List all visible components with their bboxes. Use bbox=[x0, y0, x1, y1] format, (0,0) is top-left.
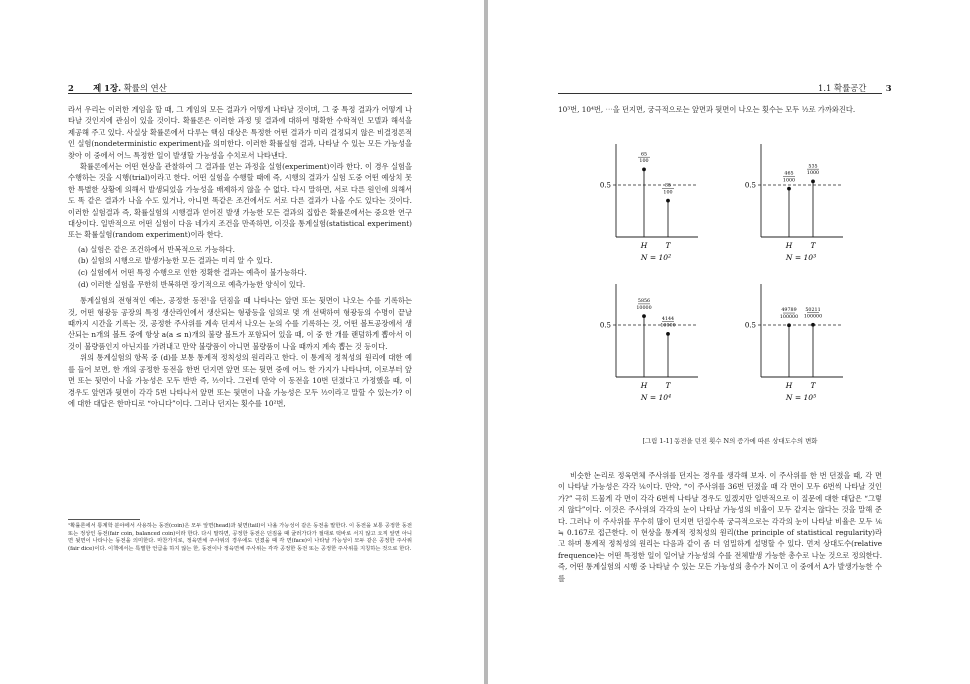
category-label: T bbox=[810, 381, 816, 390]
stem-point-t bbox=[811, 179, 815, 183]
value-label-numerator: 465 bbox=[784, 171, 794, 177]
condition-item: (a) 실험은 같은 조건하에서 반복적으로 가능하다. bbox=[78, 244, 235, 254]
category-label: H bbox=[785, 381, 793, 390]
value-label-numerator: 35 bbox=[664, 183, 672, 189]
category-label: H bbox=[640, 381, 648, 390]
value-label-numerator: 4144 bbox=[661, 316, 675, 322]
paragraph: 확률론에서는 어떤 현상을 관찰하여 그 결과를 얻는 과정을 실험(experiment)이라 한다. 이 경우 실험을 수행하는 것을 시행(trial)이라고 한다. 어떤 실험을 수행할 때에 즉, 시행의 결과가 실험 도중 어떤 예상치 못한 특별한 상황에 의해서 발생되었을 가능성을 배제하지 않을 수 없다. 다시 말하면, 서로 다른 원인에 의해서도 똑 같은 결과가 나올 수도 있거나, 아니면 똑같은 조건에서도 서로 다른 결과가 나올 수도 있다는 것이다. 이러한 실험결과 즉, 확률실험의 시행결과 얻어진 발생 가능한 모든 결과의 집합은 확률론에서는 중요한 연구대상이다. 일반적으로 어떤 실험이 다음 네가지 조건을 만족하면, 이것을 통계실험(statistical experiment) 또는 확률실험(random experiment)이라 한다. bbox=[68, 162, 412, 240]
y-tick-label: 0.5 bbox=[599, 321, 611, 330]
paragraph: 라서 우리는 이러한 게임을 할 때, 그 게임의 모든 결과가 어떻게 나타날 것이며, 그 중 특정 결과가 어떻게 나타날 것인지에 관심이 있을 것이다. 확률론은 이러한 과정 및 결과에 대하여 명확한 수학적인 모델과 해석을 제공해 주고 있다. 사실상 확률론에서 다루는 핵심 대상은 특정한 어떤 결과가 미리 결정되지 않은 비결정론적인 실험(nondeterministic experiment)을 의미한다. 이러한 확률실험 결과, 나타날 수 있는 모든 가능성을 찾아 이 중에서 어느 특정한 일이 발생할 가능성을 수치로서 나타낸다. bbox=[68, 105, 412, 160]
y-tick-label: 0.5 bbox=[599, 181, 611, 190]
value-label-denominator: 10000 bbox=[660, 323, 676, 329]
chapter-title: 확률의 연산 bbox=[123, 83, 167, 93]
condition-item: (d) 이러한 실험을 무한히 반복하면 장기적으로 예측가능한 양식이 있다. bbox=[78, 279, 306, 289]
footnote-rule bbox=[68, 519, 140, 520]
value-label-denominator: 1000 bbox=[806, 171, 820, 177]
left-page bbox=[0, 0, 484, 684]
relative-frequency-figure bbox=[588, 140, 878, 430]
figure-caption: [그림 1-1] 동전을 던진 횟수 N의 증가에 따른 상대도수의 변화 bbox=[642, 437, 818, 445]
category-label: T bbox=[810, 241, 816, 250]
right-page bbox=[488, 0, 970, 684]
value-label-numerator: 49789 bbox=[781, 308, 797, 314]
footnote: ¹확률론에서 통계학 분야에서 사용하는 동전(coin)은 모두 앞면(head)과 뒷면(tail)이 나올 가능성이 같은 동전을 말한다. 이 동전을 보통 공정한 동전 또는 정상인 동전(fair coin, balanced coin)이라 한다. 다시 말하면, 공정한 동전은 던짐을 때 굴러가다가 절대로 떡바로 서지 않고 오직 앞면 아니면 뒷면이 나타나는 동전을 의미한다. 마찬가지로, 정육면체 주사위의 경우에도 던졌을 때 각 면(face)이 나타날 가능성이 모두 같은 공정한 주사위(fair dice)이다. 이책에서는 특별한 언급을 하지 않는 한, 동전이나 정육면체 주사위는 각각 공정한 동전 또는 공정한 주사위를 지칭하는 것으로 한다. bbox=[68, 523, 412, 552]
value-label-denominator: 10000 bbox=[636, 305, 652, 311]
paragraph: 통계실험의 전형적인 예는, 공정한 동전¹을 던짐을 때 나타나는 앞면 또는 뒷면이 나오는 수를 기록하는 것, 어떤 형광등 공장의 특정 생산라인에서 생산되는 형광등을 임의로 몇 개 선택하여 형광등의 수명이 끝날 때까지 시간을 기록는 것, 공정한 주사위를 계속 던져서 나오는 눈의 수를 기록하는 것, 어떤 볼트공장에서 생산되는 n개의 볼트 중에 항상 a(a ≤ n)개의 불량 볼트가 포함되어 있을 때, 이 중 한 개를 랜덤하게 뽑아서 이것이 불량품인지 아닌지를 가려내고 만약 불량품이 아니면 불량품이 나올 때까지 계속 뽑는 것 등이다. bbox=[68, 296, 412, 351]
left-body bbox=[68, 104, 412, 409]
value-label-denominator: 100 bbox=[639, 159, 649, 165]
category-label: H bbox=[785, 241, 793, 250]
right-intro bbox=[558, 104, 882, 115]
right-body bbox=[558, 470, 882, 584]
paragraph: 비슷한 논리로 정육면체 주사위를 던지는 경우를 생각해 보자. 이 주사위를 한 번 던졌을 때, 각 면이 나타날 가능성은 각각 ⅙이다. 만약, “이 주사위를 36번 던졌을 때 각 면이 모두 6번씩 나타날 것인가?” 극히 드물게 각 면이 각각 6번씩 나타날 경우도 있겠지만 일반적으로 이 질문에 대한 대답은 “그렇지 않다”이다. 이것은 주사위의 각각의 눈이 나타날 가능성의 비율이 모두 같지는 않다는 것을 말해 준다. 그러나 이 주사위를 무수히 많이 던지면 던질수록 궁극적으로는 각각의 눈이 나타날 비율은 모두 ⅙ ≒ 0.167로 접근한다. 이 현상을 통계적 정칙성의 원리(the principle of statistical regularity)라고 하며 통계적 정칙성의 원리는 다음과 같이 좀 더 엄밀하게 설명할 수 있다. 먼저 상대도수(relative frequence)는 어떤 특정한 일이 일어날 가능성의 수를 전체발생 가능한 총수로 나눈 것으로 정의한다. 즉, 어떤 통계실험의 시행 중 나타날 수 있는 모든 가능성의 총수가 N이고 이 중에서 A가 발생가능한 수를 bbox=[558, 471, 882, 583]
chapter-label: 제 1장. bbox=[93, 83, 122, 93]
stem-point-t bbox=[811, 323, 815, 327]
paragraph: 10³번, 10⁴번, ⋯을 던지면, 궁극적으로는 앞면과 뒷면이 나오는 횟수는 모두 ½로 가까와진다. bbox=[558, 105, 856, 114]
stem-point-h bbox=[642, 168, 646, 172]
condition-item: (b) 실험의 시행으로 발생가능한 모든 결과는 미리 알 수 있다. bbox=[78, 256, 273, 266]
section-title: 1.1 확률공간 bbox=[818, 83, 867, 93]
header-rule bbox=[558, 93, 882, 94]
category-label: T bbox=[665, 381, 671, 390]
y-tick-label: 0.5 bbox=[744, 321, 756, 330]
value-label-denominator: 100 bbox=[663, 190, 673, 196]
right-page-number: 3 bbox=[885, 83, 892, 93]
value-label-numerator: 5856 bbox=[637, 299, 651, 305]
chart-title: N = 10⁴ bbox=[640, 393, 672, 402]
paragraph: 위의 통계실험의 항목 중 (d)를 보통 통계적 정칙성의 원리라고 한다. 이 통계적 정칙성의 원리에 대한 예를 들어 보면, 한 개의 공정한 동전을 한번 던지면 앞면 또는 뒷면 중에 어느 한 가지가 나타나며, 이로부터 앞면 또는 뒷면이 나올 가능성은 모두 반반 즉, ½이다. 그런데 만약 이 동전을 10번 던졌다고 가정했을 때, 이 경우도 앞면과 뒷면이 각각 5번 나타나서 앞면 또는 뒷면이 나올 가능성은 모두 ½이라고 말할 수 있는가? 이에 대한 대답은 한마디로 “아니다”이다. 그러나 던지는 횟수를 10²번, bbox=[68, 353, 412, 408]
category-label: T bbox=[665, 241, 671, 250]
chart-title: N = 10⁵ bbox=[785, 393, 817, 402]
chart-title: N = 10³ bbox=[785, 253, 817, 262]
value-label-numerator: 65 bbox=[640, 152, 648, 158]
category-label: H bbox=[640, 241, 648, 250]
conditions-list bbox=[68, 244, 412, 290]
stem-point-h bbox=[787, 323, 791, 327]
value-label-denominator: 100000 bbox=[779, 315, 799, 321]
stem-point-h bbox=[787, 187, 791, 191]
stem-point-h bbox=[642, 314, 646, 318]
value-label-denominator: 1000 bbox=[782, 178, 796, 184]
stem-point-t bbox=[666, 332, 670, 336]
y-tick-label: 0.5 bbox=[744, 181, 756, 190]
value-label-numerator: 535 bbox=[808, 164, 818, 170]
chart-title: N = 10² bbox=[640, 253, 672, 262]
value-label-denominator: 100000 bbox=[803, 314, 823, 320]
left-page-number: 2 bbox=[68, 83, 74, 93]
header-rule bbox=[68, 93, 412, 94]
value-label-numerator: 50211 bbox=[805, 307, 821, 313]
condition-item: (c) 실험에서 어떤 특정 수행으로 인한 정확한 결과는 예측이 불가능하다. bbox=[78, 268, 307, 278]
stem-point-t bbox=[666, 199, 670, 203]
